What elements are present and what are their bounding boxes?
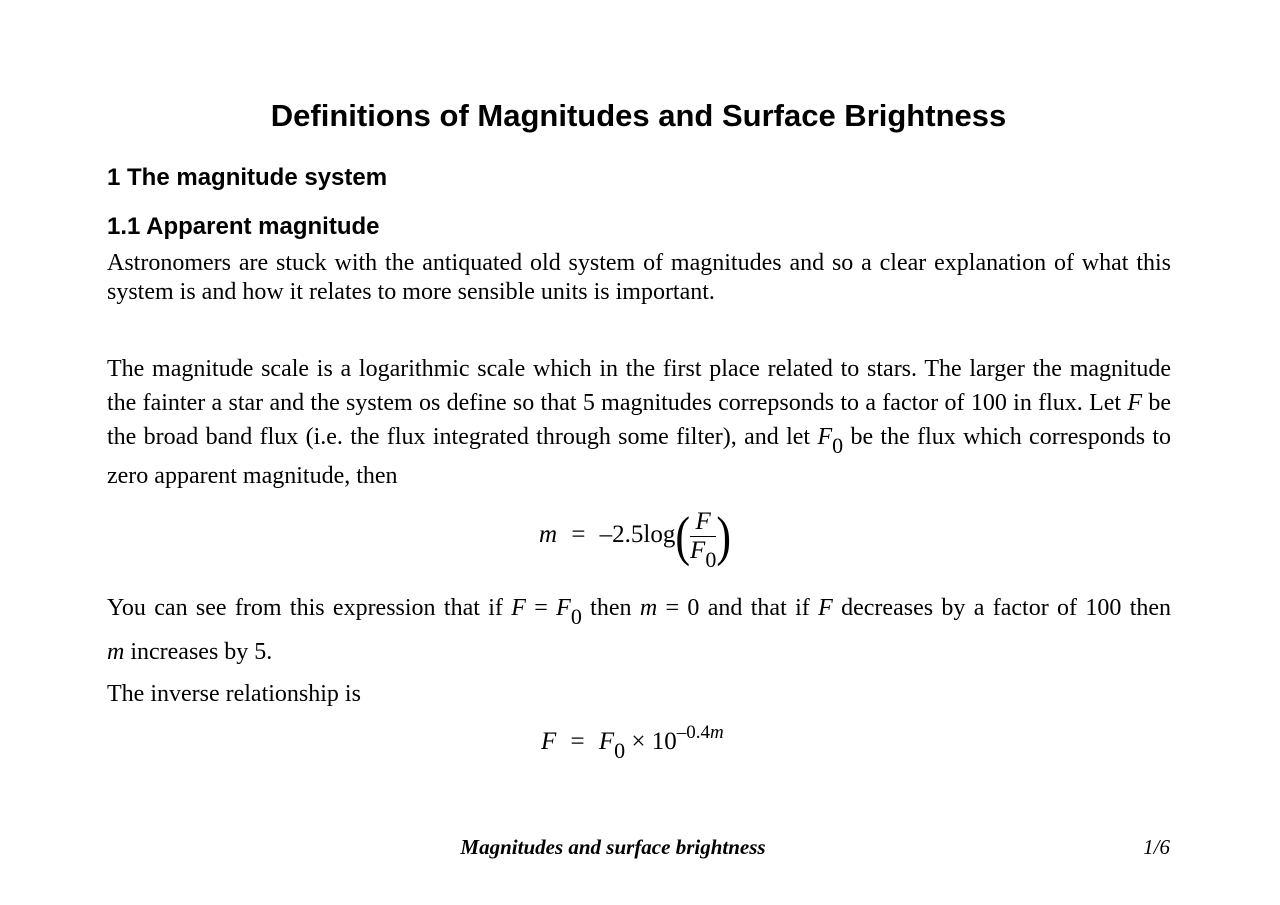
paragraph-line: system is and how it relates to more sensible units is important. — [107, 279, 715, 305]
left-paren: ( — [675, 505, 691, 568]
equation-magnitude — [539, 505, 731, 578]
section-heading: 1 The magnitude system — [107, 164, 388, 191]
subscript: 0 — [614, 738, 626, 763]
text-span: the fainter a star and the system os define so that 5 magnitudes correpsonds to a factor of 100 in flux. Let — [107, 390, 1122, 416]
text-span: the broad band flux (i.e. the flux integrated through some filter), and let — [107, 424, 811, 450]
subsection-heading: 1.1 Apparent magnitude — [107, 213, 380, 240]
math-var — [598, 728, 626, 763]
text-span: be — [1148, 390, 1172, 416]
equals-sign: = — [570, 728, 585, 755]
paragraph-line: Astronomers are stuck with the antiquated old system of magnitudes and so a clear explanation of what this — [107, 250, 1171, 276]
text-span: increases by 5. — [130, 639, 273, 665]
denominator — [690, 537, 717, 572]
math-var: F — [690, 537, 706, 564]
text-span: be the flux which corresponds to — [850, 424, 1172, 450]
math-var — [556, 595, 582, 629]
math-var-letter: F — [598, 728, 615, 755]
math-var: F — [511, 595, 526, 621]
times-ten: × 10 — [631, 728, 677, 755]
math-var-letter: F — [556, 595, 571, 621]
equals-sign: = — [665, 595, 680, 621]
text-span: and that if — [707, 595, 810, 621]
paragraph-line: zero apparent magnitude, then — [107, 463, 398, 489]
math-var: F — [1127, 390, 1143, 416]
math-var: m — [539, 521, 558, 549]
math-var: m — [107, 639, 125, 665]
page-title: Definitions of Magnitudes and Surface Brightness — [270, 98, 1007, 133]
paragraph-line: The magnitude scale is a logarithmic scale which in the first place related to stars. The larger the magnitude — [107, 356, 1171, 382]
text-span: then — [590, 595, 632, 621]
text-span: You can see from this expression that if — [107, 595, 503, 621]
text-span: decreases by a factor of 100 then — [841, 595, 1172, 621]
numerator: F — [690, 508, 716, 537]
math-var: F — [818, 595, 833, 621]
page-number: 1/6 — [1143, 835, 1170, 859]
exponent-number: –0.4 — [676, 722, 711, 743]
math-var — [817, 424, 844, 458]
footer-title: Magnitudes and surface brightness — [460, 835, 766, 859]
coefficient: –2.5log — [599, 521, 676, 549]
exponent-var: m — [710, 722, 724, 743]
subscript: 0 — [832, 433, 844, 458]
paragraph-line — [107, 424, 1172, 458]
paragraph-line — [107, 595, 1172, 629]
paragraph-line: The inverse relationship is — [107, 681, 361, 707]
fraction — [690, 508, 717, 572]
math-number: 0 — [687, 595, 700, 621]
paragraph-line — [107, 390, 1171, 417]
equals-sign: = — [571, 521, 586, 549]
exponent — [677, 722, 724, 743]
math-var: F — [541, 728, 557, 755]
equals-sign: = — [534, 595, 548, 621]
subscript: 0 — [570, 604, 582, 629]
right-paren: ) — [716, 505, 731, 568]
equation-inverse — [541, 722, 724, 763]
math-var: m — [639, 595, 658, 621]
math-var-letter: F — [817, 424, 833, 450]
paragraph-line — [107, 639, 1171, 666]
subscript: 0 — [705, 547, 717, 572]
